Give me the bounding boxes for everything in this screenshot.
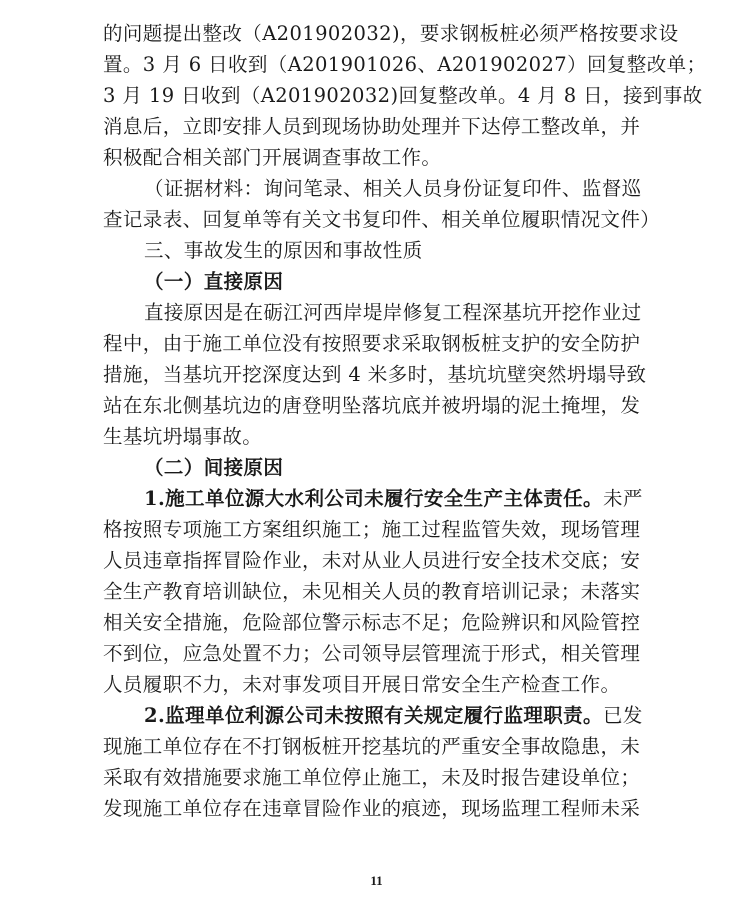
paragraph-line: 格按照专项施工方案组织施工；施工过程监管失效，现场管理 — [103, 518, 641, 541]
section-heading: 三、事故发生的原因和事故性质 — [144, 239, 423, 262]
paragraph-line: 措施，当基坑开挖深度达到 4 米多时，基坑坑壁突然坍塌导致 — [103, 363, 647, 386]
paragraph-line: 不到位，应急处置不力；公司领导层管理流于形式，相关管理 — [103, 642, 641, 665]
paragraph-line: 置。3 月 6 日收到（A201901026、A201902027）回复整改单； — [103, 53, 707, 76]
evidence-line: 查记录表、回复单等有关文书复印件、相关单位履职情况文件） — [103, 208, 661, 231]
paragraph-line: 消息后，立即安排人员到现场协助处理并下达停工整改单，并 — [103, 115, 641, 138]
paragraph-line: 积极配合相关部门开展调查事故工作。 — [103, 146, 442, 169]
paragraph-line: 相关安全措施，危险部位警示标志不足；危险辨识和风险管控 — [103, 611, 641, 634]
list-item-first-line — [144, 700, 655, 731]
paragraph-line: 生基坑坍塌事故。 — [103, 425, 263, 448]
paragraph-line: 的问题提出整改（A201902032)，要求钢板桩必须严格按要求设 — [103, 22, 679, 45]
paragraph-line: 全生产教育培训缺位，未见相关人员的教育培训记录；未落实 — [103, 580, 641, 603]
paragraph-line: 3 月 19 日收到（A201902032)回复整改单。4 月 8 日，接到事故 — [103, 84, 703, 107]
paragraph-line: 直接原因是在砺江河西岸堤岸修复工程深基坑开挖作业过 — [144, 301, 642, 324]
item-text: 未严 — [602, 487, 643, 510]
paragraph-line: 站在东北侧基坑边的唐登明坠落坑底并被坍塌的泥土掩埋，发 — [103, 394, 641, 417]
subsection-heading: （二）间接原因 — [144, 456, 284, 479]
paragraph-line: 发现施工单位存在违章冒险作业的痕迹，现场监理工程师未采 — [103, 797, 641, 820]
paragraph-line: 采取有效措施要求施工单位停止施工，未及时报告建设单位； — [103, 766, 641, 789]
paragraph-line: 人员履职不力，未对事发项目开展日常安全生产检查工作。 — [103, 673, 621, 696]
item-title: 1.施工单位源大水利公司未履行安全生产主体责任。 — [144, 487, 603, 510]
subsection-heading: （一）直接原因 — [144, 270, 284, 293]
item-title: 2.监理单位利源公司未按照有关规定履行监理职责。 — [144, 704, 603, 727]
evidence-line: （证据材料：询问笔录、相关人员身份证复印件、监督巡 — [144, 177, 642, 200]
page-number: 11 — [370, 873, 383, 888]
paragraph-line: 现施工单位存在不打钢板桩开挖基坑的严重安全事故隐患，未 — [103, 735, 641, 758]
list-item-first-line — [144, 483, 655, 514]
paragraph-line: 人员违章指挥冒险作业，未对从业人员进行安全技术交底；安 — [103, 549, 641, 572]
paragraph-line: 程中，由于施工单位没有按照要求采取钢板桩支护的安全防护 — [103, 332, 641, 355]
item-text: 已发 — [602, 704, 643, 727]
